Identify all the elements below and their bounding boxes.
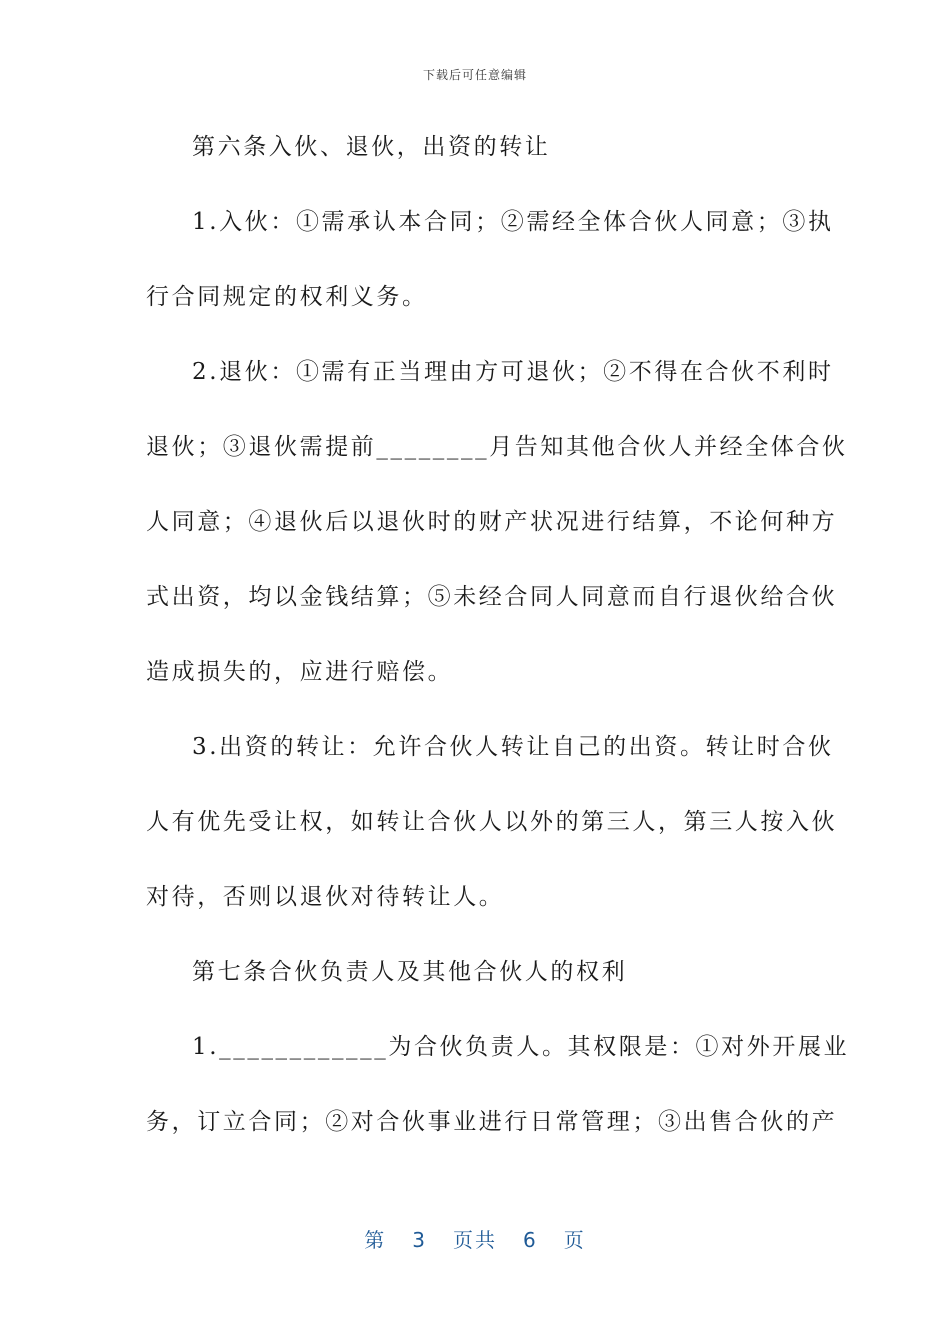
footer-label-page: 第 (364, 1228, 387, 1252)
footer-label-total: 页共 (453, 1228, 497, 1252)
footer-current-page: 3 (412, 1228, 427, 1252)
paragraph-line: 务，订立合同；②对合伙事业进行日常管理；③出售合伙的产 (146, 1109, 838, 1135)
section-heading-6: 第六条入伙、退伙，出资的转让 (192, 134, 551, 160)
paragraph-line: 式出资，均以金钱结算；⑤未经合同人同意而自行退伙给合伙 (146, 584, 838, 610)
paragraph-line: 人有优先受让权，如转让合伙人以外的第三人，第三人按入伙 (146, 809, 838, 835)
paragraph-line: 3.出资的转让：允许合伙人转让自己的出资。转让时合伙 (192, 734, 834, 760)
document-body (146, 128, 850, 1178)
footer-label-end: 页 (563, 1228, 586, 1252)
paragraph-line: 人同意；④退伙后以退伙时的财产状况进行结算，不论何种方 (146, 509, 838, 535)
paragraph-line: 行合同规定的权利义务。 (146, 284, 428, 310)
section-heading-7: 第七条合伙负责人及其他合伙人的权利 (192, 959, 628, 985)
paragraph-line: 退伙；③退伙需提前________月告知其他合伙人并经全体合伙 (146, 434, 848, 460)
page-header: 下载后可任意编辑 (422, 68, 527, 82)
paragraph-line: 1.____________为合伙负责人。其权限是：①对外开展业 (192, 1034, 850, 1060)
paragraph-line: 造成损失的，应进行赔偿。 (146, 659, 454, 685)
footer-total-pages: 6 (523, 1228, 538, 1252)
paragraph-line: 对待，否则以退伙对待转让人。 (146, 884, 505, 910)
page-footer (0, 1224, 950, 1253)
paragraph-line: 2.退伙：①需有正当理由方可退伙；②不得在合伙不利时 (192, 359, 834, 385)
paragraph-line: 1.入伙：①需承认本合同；②需经全体合伙人同意；③执 (192, 209, 834, 235)
